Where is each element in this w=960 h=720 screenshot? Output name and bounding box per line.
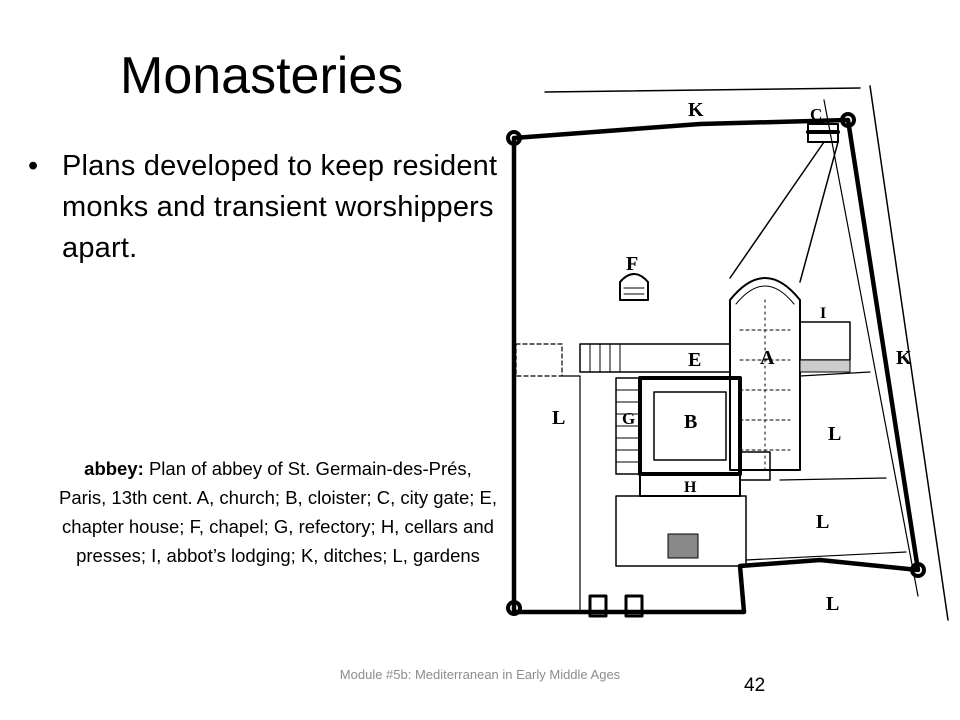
plan-label-ditch-top: K bbox=[688, 99, 704, 121]
caption-text: Plan of abbey of St. Germain-des-Prés, Paris, 13th cent. A, church; B, cloister; C, city gate; E, chapter house; F, chapel; G, refectory; H, cellars and presses; I, abbot’s lodging; K, ditches; L, gardens bbox=[58, 458, 498, 566]
plan-label-garden-bottom: L bbox=[826, 593, 840, 615]
plan-label-garden-left: L bbox=[552, 407, 566, 429]
image-caption bbox=[58, 452, 498, 572]
plan-label-cellars: H bbox=[684, 479, 697, 496]
plan-label-garden-right: L bbox=[828, 423, 842, 445]
plan-label-chapel: F bbox=[626, 253, 639, 275]
bullet-list bbox=[28, 146, 508, 269]
plan-label-cloister: B bbox=[684, 411, 698, 433]
plan-label-ditch-right: K bbox=[896, 347, 912, 369]
plan-label-church: A bbox=[760, 347, 775, 369]
slide-footer: Module #5b: Mediterranean in Early Middle Ages bbox=[339, 667, 621, 682]
bullet-text: Plans developed to keep resident monks and transient worshippers apart. bbox=[62, 150, 498, 264]
caption-term: abbey: bbox=[84, 458, 144, 479]
bullet-dot-icon: • bbox=[28, 150, 39, 182]
plan-label-chapter-house: E bbox=[688, 349, 702, 371]
plan-label-abbots-lodging: I bbox=[820, 305, 827, 322]
page-number: 42 bbox=[744, 675, 766, 696]
plan-label-city-gate: C bbox=[810, 105, 823, 124]
plan-label-refectory: G bbox=[622, 409, 636, 428]
slide-title: Monasteries bbox=[120, 47, 404, 105]
plan-label-garden-lower: L bbox=[816, 511, 830, 533]
bullet-item bbox=[28, 146, 508, 269]
abbey-plan-image bbox=[500, 80, 960, 640]
